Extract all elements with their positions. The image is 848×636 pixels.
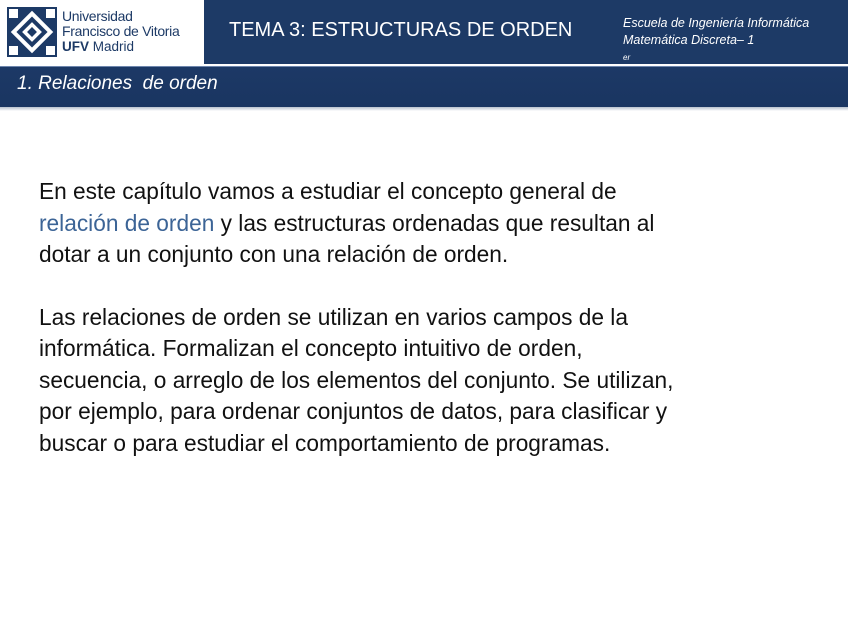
section-shadow bbox=[0, 107, 848, 111]
text-line: dotar a un conjunto con una relación de orden. bbox=[39, 241, 509, 267]
text-line: Las relaciones de orden se utilizan en varios campos de la bbox=[39, 303, 628, 330]
logo-line-3 bbox=[62, 39, 179, 54]
text-fragment: y las estructuras ordenadas que resultan al bbox=[214, 209, 655, 236]
text-line: informática. Formalizan el concepto intuitivo de orden, bbox=[39, 335, 583, 361]
text-line: En este capítulo vamos a estudiar el concepto general de bbox=[39, 178, 617, 204]
slide-body bbox=[39, 176, 799, 490]
paragraph-intro bbox=[39, 176, 799, 271]
university-logo bbox=[0, 0, 204, 64]
text-line: secuencia, o arreglo de los elementos del conjunto. Se utilizan, bbox=[39, 366, 674, 393]
text-line: por ejemplo, para ordenar conjuntos de datos, para clasificar y bbox=[39, 398, 668, 424]
course-sup: er bbox=[623, 53, 631, 62]
logo-line-2: Francisco de Vitoria bbox=[62, 23, 180, 39]
text-line bbox=[39, 208, 799, 240]
logo-line-1: Universidad bbox=[62, 8, 133, 24]
topic-title: TEMA 3: ESTRUCTURAS DE ORDEN bbox=[229, 19, 573, 41]
text-line: buscar o para estudiar el comportamiento de programas. bbox=[39, 429, 611, 456]
school-name: Escuela de Ingeniería Informática bbox=[623, 16, 810, 30]
logo-city: Madrid bbox=[89, 39, 135, 54]
paragraph-uses bbox=[39, 302, 799, 460]
highlighted-term: relación de orden bbox=[39, 209, 215, 236]
section-title: 1. Relaciones de orden bbox=[17, 73, 218, 94]
logo-ufv: UFV bbox=[62, 39, 89, 54]
university-name bbox=[62, 9, 179, 54]
ufv-logo-icon bbox=[7, 7, 57, 57]
course-main: Matemática Discreta– 1 bbox=[623, 33, 755, 47]
slide-header bbox=[0, 0, 848, 64]
